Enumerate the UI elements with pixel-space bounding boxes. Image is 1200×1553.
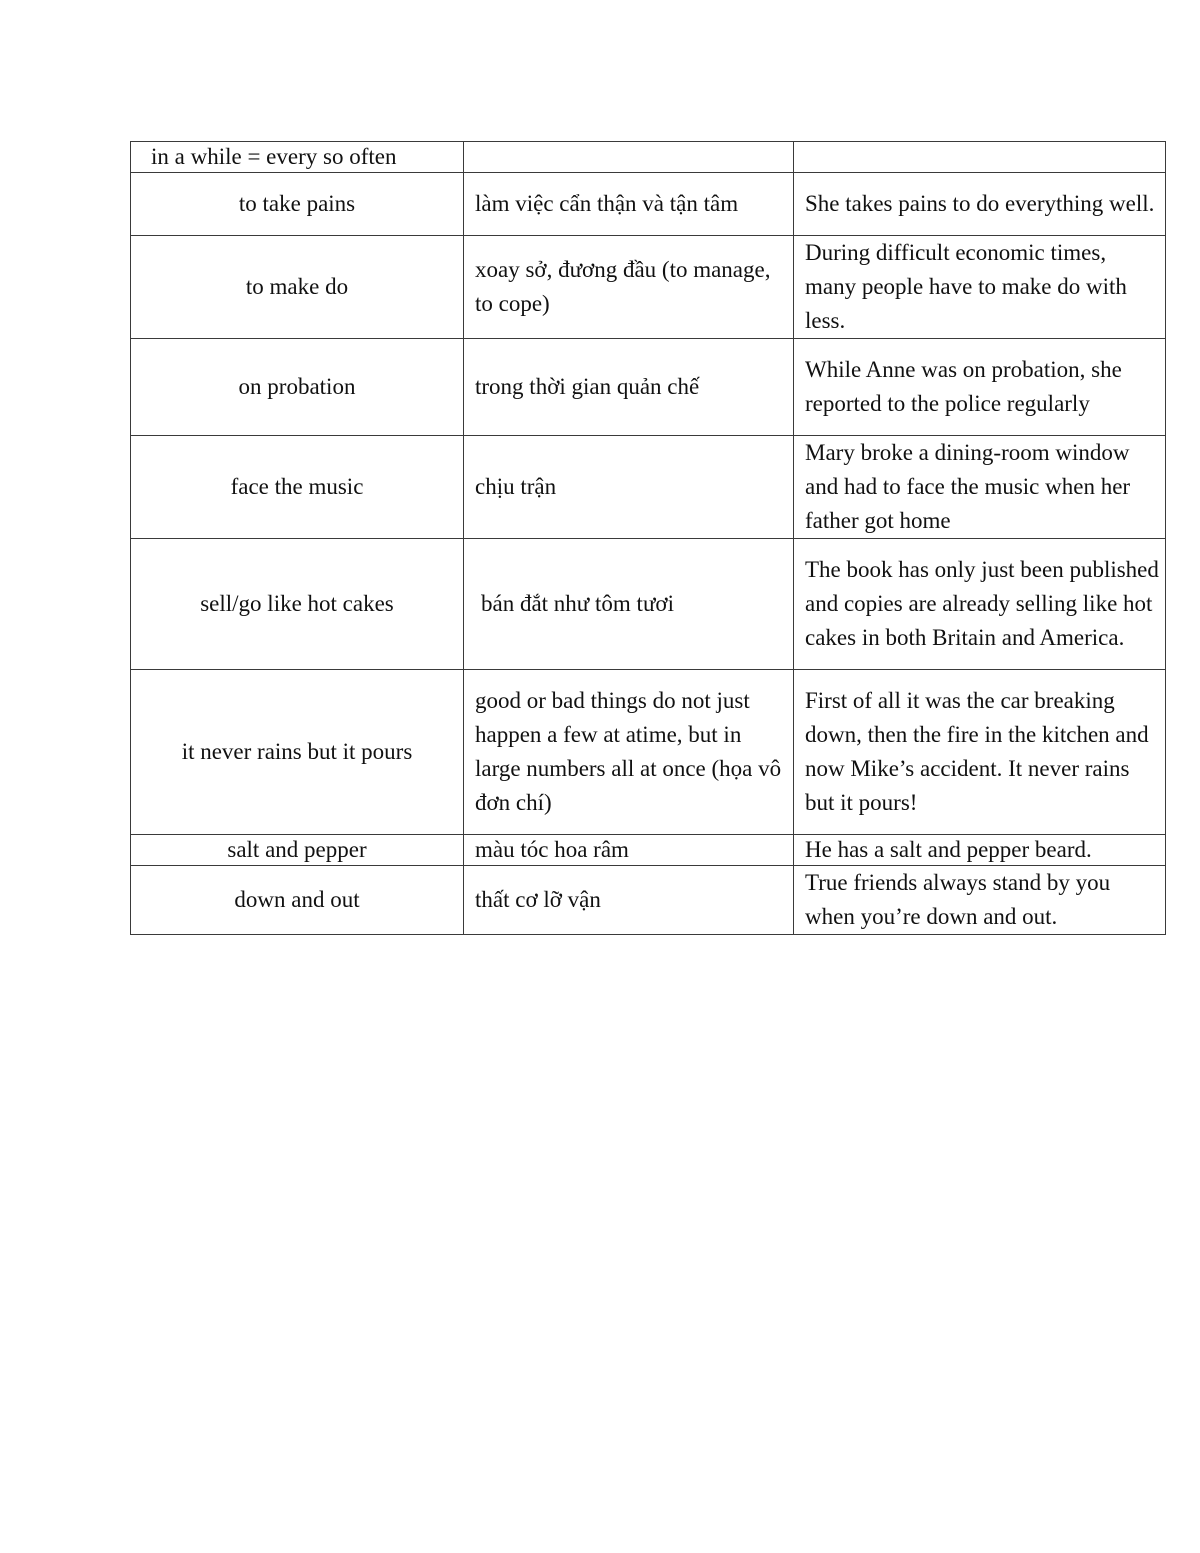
table-row xyxy=(131,173,1166,236)
idiom-cell: in a while = every so often xyxy=(131,142,464,173)
idioms-table xyxy=(130,141,1166,935)
example-cell: First of all it was the car breaking down, then the fire in the kitchen and now Mike’s accident. It never rains but it pours! xyxy=(794,670,1166,835)
table-row xyxy=(131,670,1166,835)
meaning-cell: màu tóc hoa râm xyxy=(464,835,794,866)
meaning-cell: chịu trận xyxy=(464,436,794,539)
meaning-cell: thất cơ lỡ vận xyxy=(464,866,794,935)
idiom-cell: it never rains but it pours xyxy=(131,670,464,835)
table-row xyxy=(131,866,1166,935)
idiom-cell: down and out xyxy=(131,866,464,935)
example-cell: The book has only just been published and copies are already selling like hot cakes in both Britain and America. xyxy=(794,539,1166,670)
example-cell: True friends always stand by you when you’re down and out. xyxy=(794,866,1166,935)
idiom-cell: on probation xyxy=(131,339,464,436)
idiom-cell: to make do xyxy=(131,236,464,339)
example-cell: Mary broke a dining-room window and had to face the music when her father got home xyxy=(794,436,1166,539)
meaning-cell xyxy=(464,142,794,173)
example-cell: During difficult economic times, many people have to make do with less. xyxy=(794,236,1166,339)
example-cell xyxy=(794,142,1166,173)
meaning-cell: bán đắt như tôm tươi xyxy=(464,539,794,670)
idiom-cell: sell/go like hot cakes xyxy=(131,539,464,670)
example-cell: She takes pains to do everything well. xyxy=(794,173,1166,236)
meaning-cell: làm việc cẩn thận và tận tâm xyxy=(464,173,794,236)
table-row xyxy=(131,436,1166,539)
meaning-cell: xoay sở, đương đầu (to manage, to cope) xyxy=(464,236,794,339)
table-row xyxy=(131,236,1166,339)
example-cell: While Anne was on probation, she reported to the police regularly xyxy=(794,339,1166,436)
table-row xyxy=(131,539,1166,670)
idiom-cell: face the music xyxy=(131,436,464,539)
idiom-cell: salt and pepper xyxy=(131,835,464,866)
meaning-cell: good or bad things do not just happen a few at atime, but in large numbers all at once (họa vô đơn chí) xyxy=(464,670,794,835)
table-row xyxy=(131,835,1166,866)
table-row xyxy=(131,339,1166,436)
example-cell: He has a salt and pepper beard. xyxy=(794,835,1166,866)
table-row xyxy=(131,142,1166,173)
meaning-cell: trong thời gian quản chế xyxy=(464,339,794,436)
idiom-cell: to take pains xyxy=(131,173,464,236)
